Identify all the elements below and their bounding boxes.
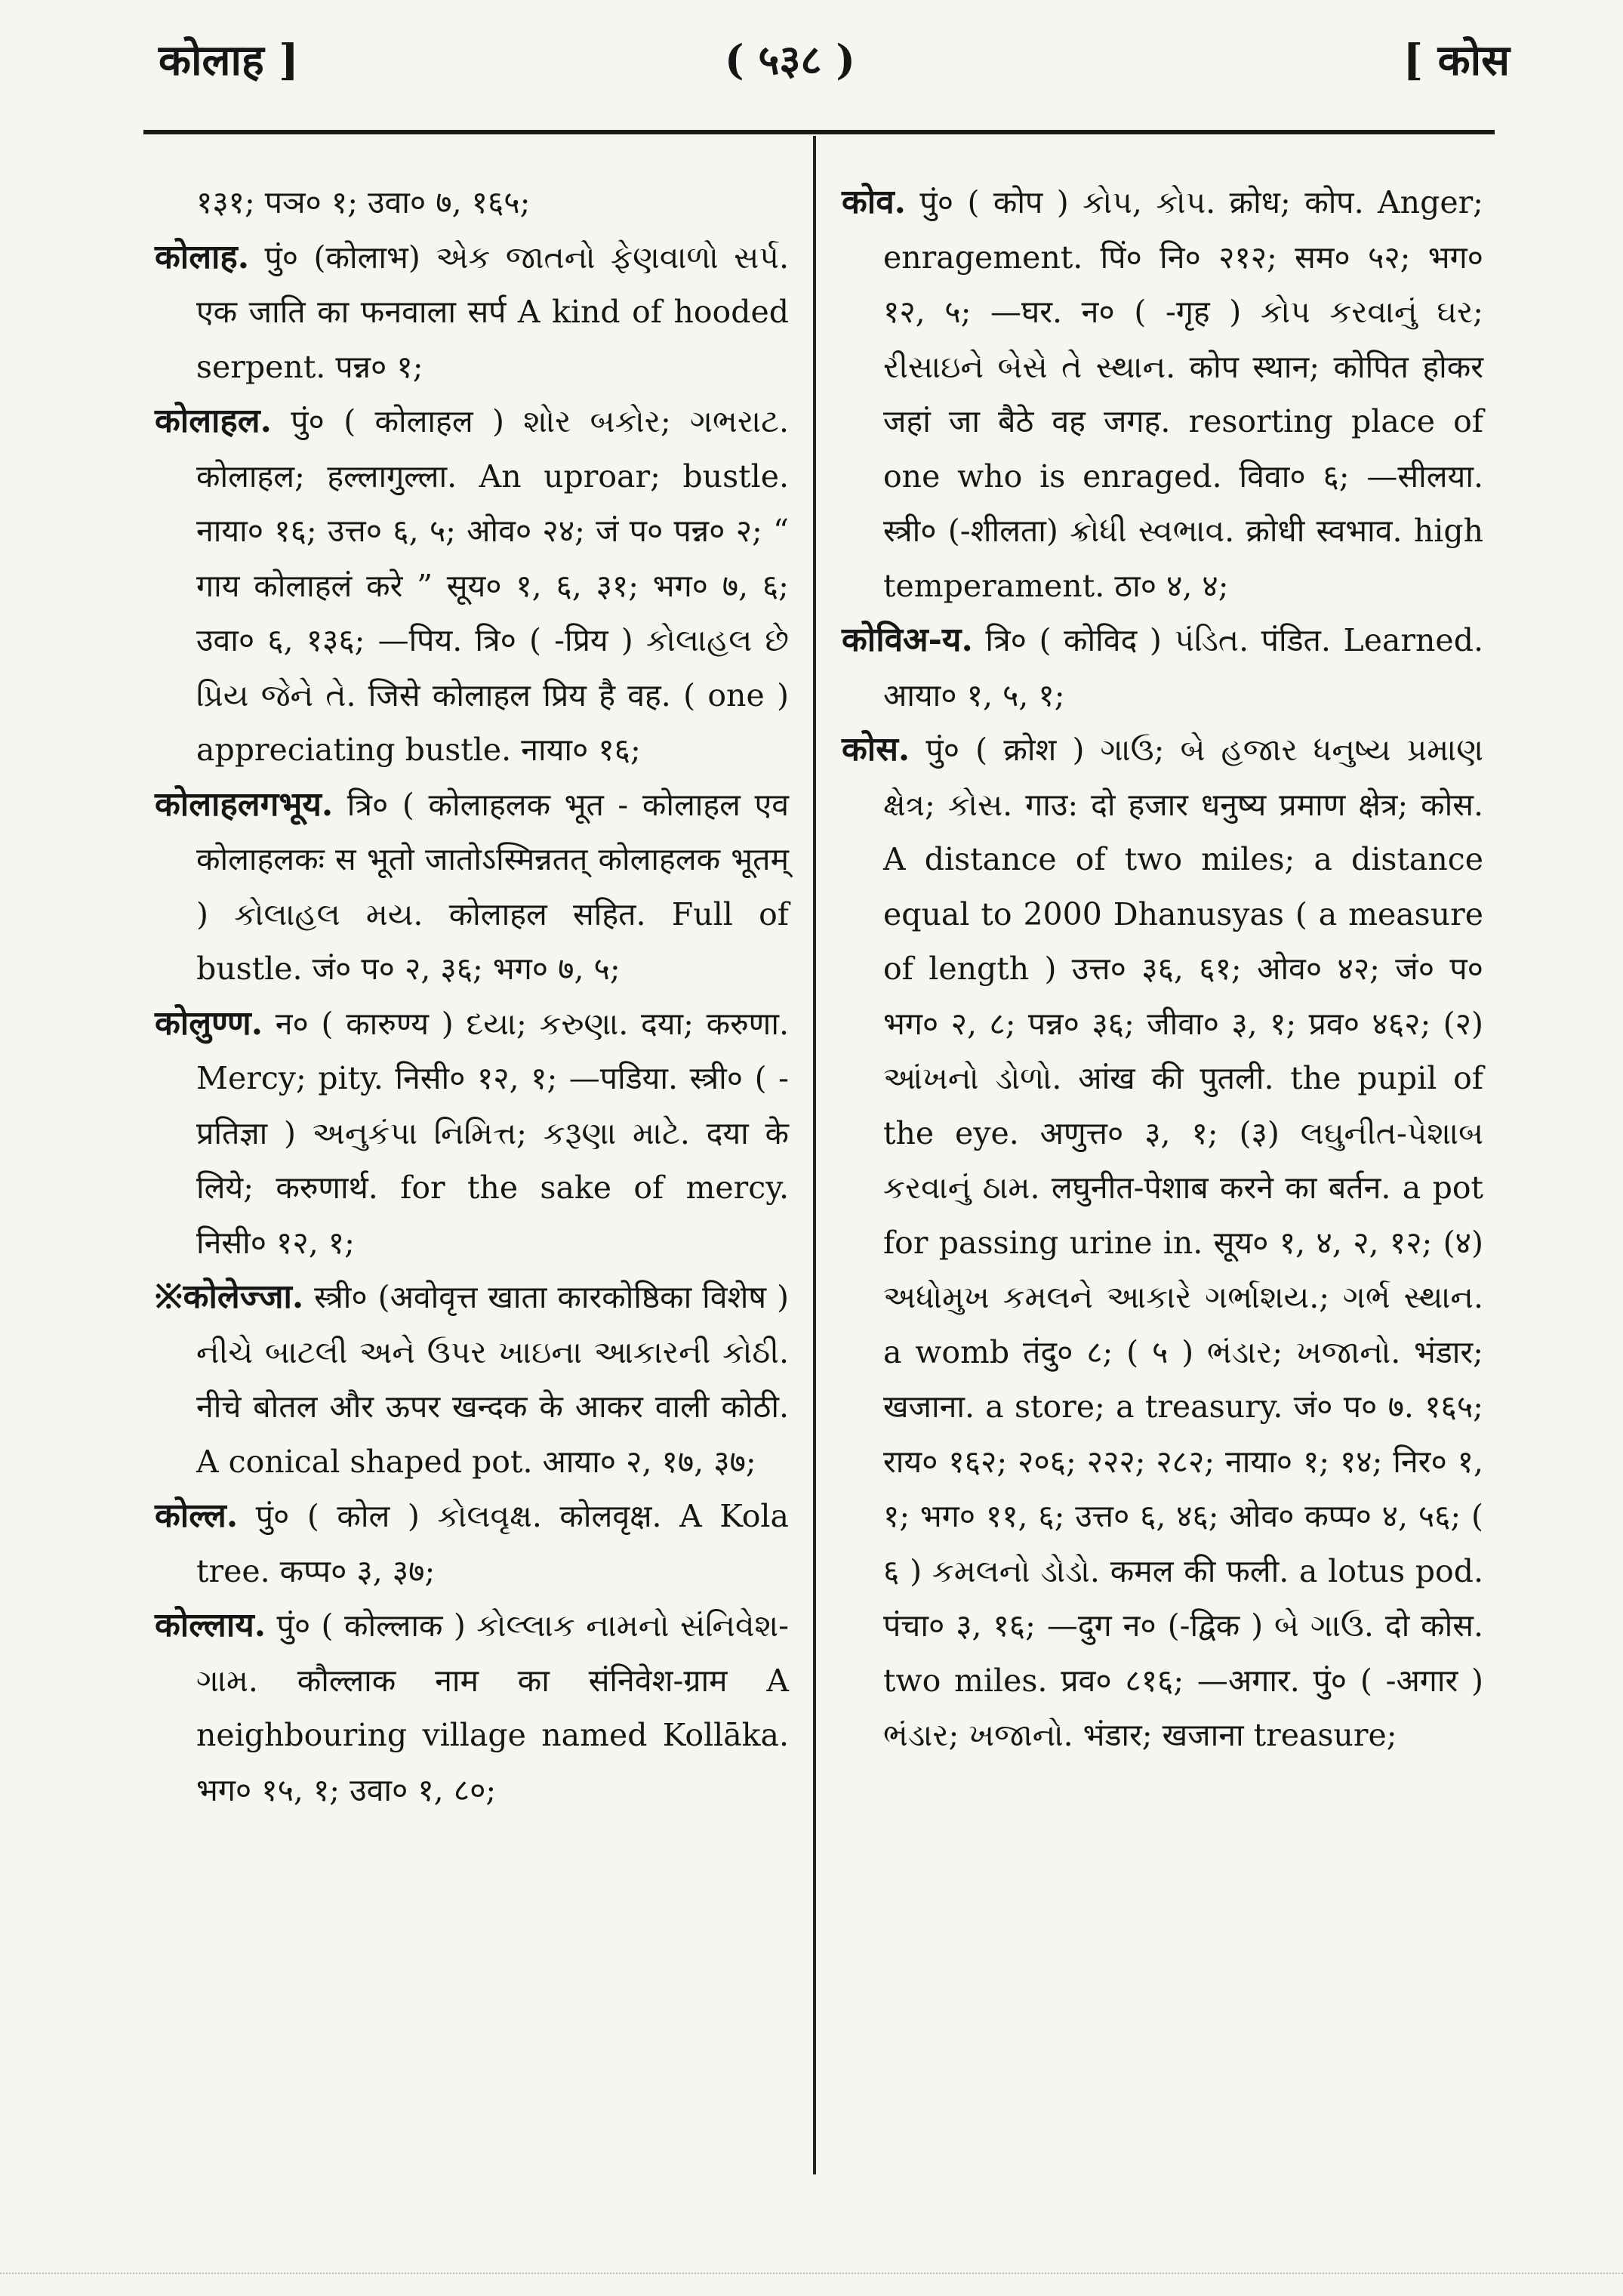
dictionary-entry [155, 1270, 789, 1489]
column-divider [813, 136, 816, 2174]
entry-text: त्रि० ( कोलाहलक भूत - कोलाहल एव कोलाहलकः स भूतो जातोऽस्मिन्नतत् कोलाहलक भूतम् ) કોલાહલ મય. कोलाहल सहित. Full of bustle. जं० प० २, ३६; भग० ७, ५; [196, 786, 789, 987]
entry-text: पुं० ( कोप ) કોપ, કોપ. क्रोध; कोप. Anger; enragement. पिं० नि० २१२; सम० ५२; भग० १२, ५; —घर. न० ( -गृह ) કોપ કરવાનું ઘર; રીસાઇને બેસે તે સ્થાન. कोप स्थान; कोपित होकर जहां जा बैठे वह जगह. resorting place of one who is enraged. विवा० ६; —सीलया. स्त्री० (-शीलता) ક્રોધી સ્વભાવ. क्रोधी स्वभाव. high temperament. ठा० ४, ४; [883, 184, 1483, 604]
entry-headword: कोव. [842, 183, 906, 221]
entry-headword: कोल्ल. [155, 1496, 239, 1535]
entry-headword: कोलाह. [155, 237, 250, 276]
entry-headword: ※कोलेज्जा. [155, 1277, 304, 1316]
page-number: ( ५३८ ) [725, 35, 855, 84]
dictionary-entry [155, 394, 789, 778]
entry-text: पुं० ( कोल्लाक ) કોલ્લાક નામનો સંનિવેશ-ગામ. कौल्लाक नाम का संनिवेश-ग्राम A neighbouring village named Kollāka. भग० १५, १; उवा० १, ८०; [196, 1607, 789, 1808]
entry-headword: कोल्लाय. [155, 1606, 266, 1644]
page-header [0, 30, 1623, 121]
header-left-guideword: कोलाह ] [159, 35, 299, 85]
entry-headword: कोलाहल. [155, 402, 272, 440]
dictionary-entry [155, 230, 789, 395]
entry-text: पुं० (कोलाभ) એક જાતનો ફેણવાળો સર્પ. एक जाति का फनवाला सर्प A kind of hooded serpent. पन्न० १; [196, 239, 789, 385]
entry-text: न० ( कारुण्य ) દયા; કરુણા. दया; करुणा. Mercy; pity. निसी० १२, १; —पडिया. स्त्री० ( -प्रतिज्ञा ) અનુકંપા નિમિત્ત; કરૂણા માટે. दया के लिये; करुणार्थ. for the sake of mercy. निसी० १२, १; [196, 1005, 789, 1261]
dictionary-entry [155, 175, 789, 230]
header-rule [143, 130, 1495, 134]
dictionary-entry [842, 175, 1483, 613]
entry-headword: कोलाहलगभूय. [155, 784, 334, 824]
dictionary-entry [155, 1489, 789, 1598]
header-right-guideword: [ कोस [1403, 35, 1510, 85]
dictionary-entry [155, 778, 789, 997]
entry-headword: कोस. [842, 730, 910, 769]
dictionary-entry [155, 1598, 789, 1817]
bottom-edge [0, 2273, 1623, 2276]
entry-text: १३१; पञ० १; उवा० ७, १६५; [196, 184, 531, 220]
dictionary-entry [842, 723, 1483, 1763]
dictionary-entry [155, 997, 789, 1271]
entry-text: त्रि० ( कोविद ) પંડિત. पंडित. Learned. आया० १, ५, १; [883, 622, 1483, 713]
entry-headword: कोलुण्ण. [155, 1003, 263, 1043]
left-column [155, 175, 789, 1817]
entry-headword: कोविअ-य. [842, 621, 973, 659]
dictionary-entry [842, 613, 1483, 723]
entry-text: स्त्री० (अवोवृत्त खाता कारकोष्ठिका विशेष ) નીચે બાટલી અને ઉપર ખાઇના આકારની કોઠી. नीचे बोतल और ऊपर खन्दक के आकर वाली कोठी. A conical shaped pot. आया० २, १७, ३७; [196, 1279, 789, 1480]
entry-text: पुं० ( कोल ) કોલવૃક્ષ. कोलवृक्ष. A Kola tree. कप्प० ३, ३७; [196, 1498, 789, 1589]
entry-text: पुं० ( कोलाहल ) શોર બકોર; ગભરાટ. कोलाहल; हल्लागुल्ला. An uproar; bustle. नाया० १६; उत्त० ६, ५; ओव० २४; जं प० पन्न० २; “ गाय कोलाहलं करे ” सूय० १, ६, ३१; भग० ७, ६; उवा० ६, १३६; —पिय. त्रि० ( -प्रिय ) કોલાહલ છે પ્રિય જેને તે. जिसे कोलाहल प्रिय है वह. ( one ) appreciating bustle. नाया० १६; [196, 403, 789, 768]
entry-text: पुं० ( क्रोश ) ગાઉ; બે હજાર ધનુષ્ય પ્રમાણ ક્ષેત્ર; કોસ. गाउ: दो हजार धनुष्य प्रमाण क्षेत्र; कोस. A distance of two miles; a distance equal to 2000 Dhanusyas ( a measure of length ) उत्त० ३६, ६१; ओव० ४२; जं० प० भग० २, ८; पन्न० ३६; जीवा० ३, १; प्रव० ४६२; (२) આંખનો ડોળો. आंख की पुतली. the pupil of the eye. अणुत्त० ३, १; (३) લઘુનીત-પેશાબ કરવાનું ઠામ. लघुनीत-पेशाब करने का बर्तन. a pot for passing urine in. सूय० १, ४, २, १२; (४) અધોમુખ કમલને આકારે ગર્ભાશય.; ગર્ભ સ્થાન. a womb तंदु० ८; ( ५ ) ભંડાર; ખજાનો. भंडार; खजाना. a store; a treasury. जं० प० ७. १६५; राय० १६२; २०६; २२२; २८२; नाया० १; १४; निर० १, १; भग० ११, ६; उत्त० ६, ४६; ओव० कप्प० ४, ५६; ( ६ ) કમલનો ડોડો. कमल की फली. a lotus pod. पंचा० ३, १६; —दुग न० (-द्विक ) બે ગાઉ. दो कोस. two miles. प्रव० ८१६; —अगार. पुं० ( -अगार ) ભંડાર; ખજાનો. भंडार; खजाना treasure; [883, 732, 1483, 1753]
right-column [842, 175, 1483, 1763]
